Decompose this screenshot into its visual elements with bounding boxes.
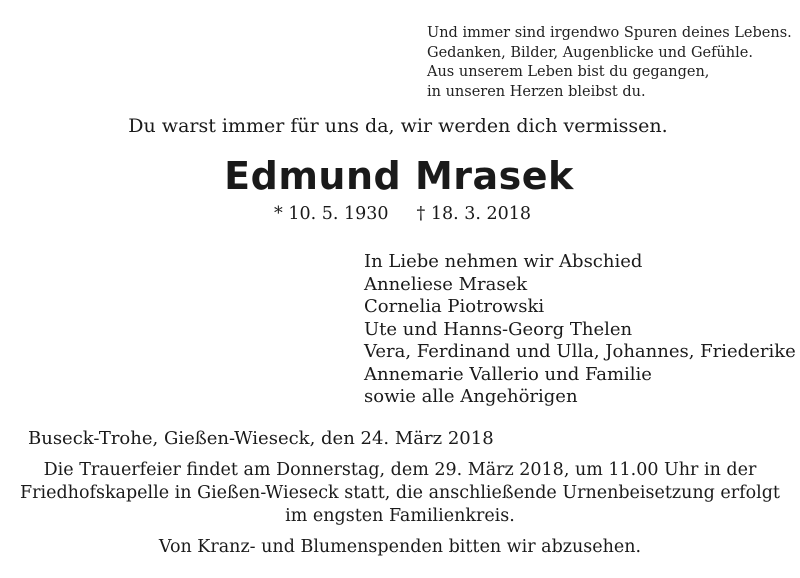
ceremony-info [0,459,800,528]
life-dates [274,202,531,226]
intro-sentence-block [0,114,800,138]
deceased-name: Edmund Mrasek [224,154,574,198]
death-date: † 18. 3. 2018 [416,204,532,224]
mourners-line: Ute und Hanns-Georg Thelen [364,318,633,340]
deceased-name-block [0,152,800,200]
poem-line: Und immer sind irgendwo Spuren deines Lebens. [427,25,792,41]
mourners-line: Annemarie Vallerio und Familie [364,363,652,385]
poem-line: Aus unserem Leben bist du gegangen, [427,64,710,80]
mourners-list [364,251,796,409]
ceremony-line: Friedhofskapelle in Gießen-Wieseck statt, die anschließende Urnenbeisetzung erfolgt [20,483,780,503]
ceremony-line: im engsten Familienkreis. [285,506,515,526]
no-flowers-request: Von Kranz- und Blumenspenden bitten wir abzusehen. [158,537,642,557]
mourners-line: Cornelia Piotrowski [364,296,545,317]
place-and-date: Buseck-Trohe, Gießen-Wieseck, den 24. März 2018 [28,428,494,449]
mourners-line: In Liebe nehmen wir Abschied [364,251,643,272]
mourners-line: sowie alle Angehörigen [364,386,578,407]
intro-sentence: Du warst immer für uns da, wir werden dich vermissen. [128,115,668,137]
birth-date: * 10. 5. 1930 [274,204,389,224]
poem-line: in unseren Herzen bleibst du. [427,83,646,100]
ceremony-line: Die Trauerfeier findet am Donnerstag, dem 29. März 2018, um 11.00 Uhr in der [43,460,757,480]
poem-block [427,24,792,102]
mourners-line: Anneliese Mrasek [364,273,528,295]
mourners-line: Vera, Ferdinand und Ulla, Johannes, Friederike [364,341,796,362]
poem-line: Gedanken, Bilder, Augenblicke und Gefühle. [427,44,753,61]
